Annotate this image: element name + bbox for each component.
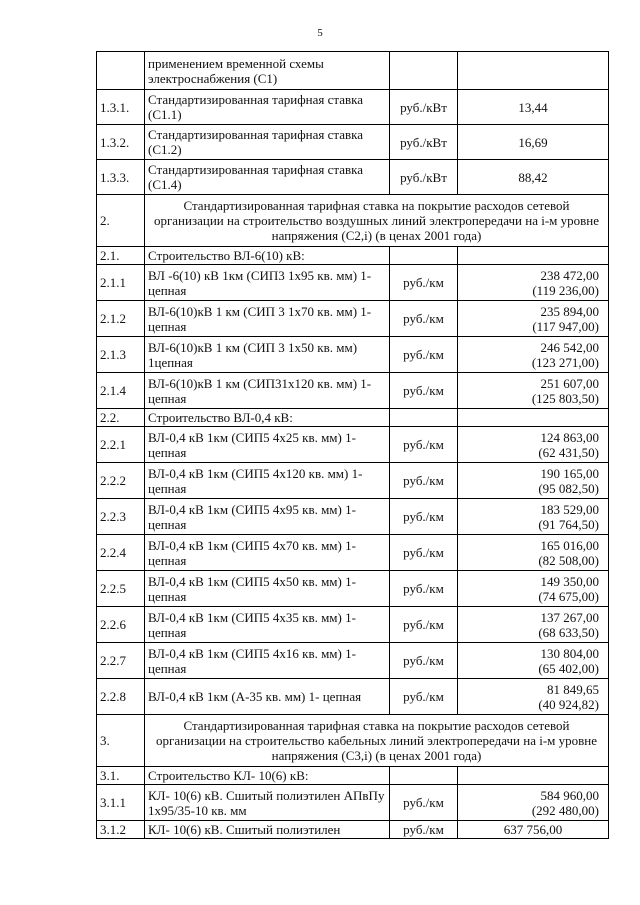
rate-value-cell (458, 427, 609, 463)
rate-value-secondary: (40 924,82) (538, 696, 599, 712)
item-description: ВЛ-0,4 кВ 1км (СИП5 4х95 кв. мм) 1- цепная (145, 499, 390, 535)
row-number: 3.1.1 (97, 785, 145, 821)
section-title: Стандартизированная тарифная ставка на покрытие расходов сетевой организации на строительство воздушных линий электропередачи на i-м уровне напряжения (С2,i) (в ценах 2001 года) (145, 195, 609, 247)
row-number: 2.2.7 (97, 643, 145, 679)
unit-cell: руб./км (390, 785, 458, 821)
row-number: 1.3.3. (97, 160, 145, 195)
rate-value-secondary: (292 480,00) (531, 802, 599, 818)
unit-cell (390, 767, 458, 785)
section-row (97, 195, 609, 247)
row-number: 2.2.8 (97, 679, 145, 715)
rate-value-secondary: (82 508,00) (538, 552, 599, 568)
rate-value-cell (458, 160, 609, 195)
section-row (97, 715, 609, 767)
table-row (97, 125, 609, 160)
rate-value-cell (458, 125, 609, 160)
item-description: ВЛ-0,4 кВ 1км (СИП5 4х16 кв. мм) 1- цепная (145, 643, 390, 679)
row-number: 3.1. (97, 767, 145, 785)
table-row (97, 427, 609, 463)
table-row (97, 767, 609, 785)
rate-value-secondary: (65 402,00) (538, 660, 599, 676)
rate-value-cell (458, 785, 609, 821)
rate-value: 183 529,00 (540, 501, 599, 517)
unit-cell (390, 52, 458, 90)
row-number: 2.1.2 (97, 301, 145, 337)
rate-value-cell (458, 571, 609, 607)
unit-cell (390, 247, 458, 265)
rate-value-secondary: (95 082,50) (538, 480, 599, 496)
rate-value: 246 542,00 (540, 339, 599, 355)
unit-cell: руб./км (390, 821, 458, 839)
row-number: 3. (97, 715, 145, 767)
rate-value: 13,44 (518, 99, 548, 115)
table-row (97, 643, 609, 679)
row-number: 2.2.4 (97, 535, 145, 571)
row-number: 2.2.1 (97, 427, 145, 463)
rate-value: 251 607,00 (540, 375, 599, 391)
table-row (97, 373, 609, 409)
rate-value: 16,69 (518, 134, 548, 150)
unit-cell: руб./км (390, 679, 458, 715)
row-number: 2.2.6 (97, 607, 145, 643)
row-number: 1.3.2. (97, 125, 145, 160)
item-description: ВЛ-6(10)кВ 1 км (СИП31х120 кв. мм) 1-цепная (145, 373, 390, 409)
unit-cell: руб./км (390, 499, 458, 535)
row-number: 2.2.2 (97, 463, 145, 499)
table-row (97, 821, 609, 839)
unit-cell: руб./кВт (390, 90, 458, 125)
item-description: ВЛ-6(10)кВ 1 км (СИП 3 1х50 кв. мм) 1цепная (145, 337, 390, 373)
rate-value-cell (458, 247, 609, 265)
rate-value: 81 849,65 (547, 681, 599, 697)
row-number: 2.1.3 (97, 337, 145, 373)
unit-cell: руб./км (390, 607, 458, 643)
rate-value-cell (458, 821, 609, 839)
table-row (97, 607, 609, 643)
table-row (97, 160, 609, 195)
rate-value-cell (458, 607, 609, 643)
rate-value-secondary: (62 431,50) (538, 444, 599, 460)
rate-value: 124 863,00 (540, 429, 599, 445)
item-description: Стандартизированная тарифная ставка (С1.1) (145, 90, 390, 125)
unit-cell: руб./км (390, 265, 458, 301)
item-description: ВЛ-6(10)кВ 1 км (СИП 3 1х70 кв. мм) 1-цепная (145, 301, 390, 337)
rate-value-cell (458, 90, 609, 125)
item-description: КЛ- 10(6) кВ. Сшитый полиэтилен АПвПу 1х95/35-10 кв. мм (145, 785, 390, 821)
item-description: ВЛ-0,4 кВ 1км (СИП5 4х25 кв. мм) 1- цепная (145, 427, 390, 463)
item-description: Стандартизированная тарифная ставка (С1.4) (145, 160, 390, 195)
rate-value: 165 016,00 (540, 537, 599, 553)
rate-value-secondary: (119 236,00) (532, 282, 599, 298)
page-number: 5 (317, 27, 323, 39)
rate-value-secondary: (117 947,00) (532, 318, 599, 334)
unit-cell: руб./км (390, 463, 458, 499)
item-description: Строительство ВЛ-6(10) кВ: (145, 247, 390, 265)
rate-value: 130 804,00 (540, 645, 599, 661)
table-row (97, 679, 609, 715)
item-description: ВЛ-0,4 кВ 1км (СИП5 4х50 кв. мм) 1- цепная (145, 571, 390, 607)
rate-value-cell (458, 409, 609, 427)
table-row (97, 90, 609, 125)
rate-value-cell (458, 265, 609, 301)
table-row (97, 499, 609, 535)
rate-value-cell (458, 679, 609, 715)
unit-cell: руб./км (390, 643, 458, 679)
row-number: 2.2.5 (97, 571, 145, 607)
row-number: 2. (97, 195, 145, 247)
unit-cell: руб./км (390, 337, 458, 373)
item-description: Стандартизированная тарифная ставка (С1.2) (145, 125, 390, 160)
table-row (97, 265, 609, 301)
item-description: ВЛ-0,4 кВ 1км (СИП5 4х120 кв. мм) 1- цепная (145, 463, 390, 499)
rate-value-cell (458, 643, 609, 679)
row-number: 2.1.4 (97, 373, 145, 409)
row-number: 2.1.1 (97, 265, 145, 301)
rate-value-cell (458, 337, 609, 373)
unit-cell: руб./км (390, 427, 458, 463)
rate-value-cell (458, 767, 609, 785)
table-row (97, 247, 609, 265)
rate-value-cell (458, 535, 609, 571)
unit-cell (390, 409, 458, 427)
rate-value-secondary: (123 271,00) (531, 354, 599, 370)
table-row (97, 337, 609, 373)
rate-value-secondary: (125 803,50) (531, 390, 599, 406)
table-row (97, 785, 609, 821)
rate-value: 235 894,00 (540, 303, 599, 319)
section-title: Стандартизированная тарифная ставка на покрытие расходов сетевой организации на строительство кабельных линий электропередачи на i-м уровне напряжения (С3,i) (в ценах 2001 года) (145, 715, 609, 767)
unit-cell: руб./км (390, 373, 458, 409)
table-row (97, 535, 609, 571)
rate-value-secondary: (91 764,50) (538, 516, 599, 532)
unit-cell: руб./кВт (390, 160, 458, 195)
table-row (97, 301, 609, 337)
item-description: Строительство КЛ- 10(6) кВ: (145, 767, 390, 785)
rate-value: 137 267,00 (540, 609, 599, 625)
rate-value: 88,42 (518, 169, 548, 185)
item-description: ВЛ-0,4 кВ 1км (А-35 кв. мм) 1- цепная (145, 679, 390, 715)
table-row (97, 463, 609, 499)
unit-cell: руб./км (390, 301, 458, 337)
item-description: ВЛ-0,4 кВ 1км (СИП5 4х35 кв. мм) 1- цепная (145, 607, 390, 643)
rate-value-cell (458, 463, 609, 499)
row-number: 2.2. (97, 409, 145, 427)
item-description: ВЛ-0,4 кВ 1км (СИП5 4х70 кв. мм) 1- цепная (145, 535, 390, 571)
table-row (97, 52, 609, 90)
unit-cell: руб./км (390, 571, 458, 607)
rate-value-cell (458, 52, 609, 90)
rate-value-cell (458, 373, 609, 409)
unit-cell: руб./км (390, 535, 458, 571)
row-number: 2.1. (97, 247, 145, 265)
rate-value-cell (458, 499, 609, 535)
item-description: ВЛ -6(10) кВ 1км (СИП3 1х95 кв. мм) 1-цепная (145, 265, 390, 301)
rate-value: 190 165,00 (540, 465, 599, 481)
rate-value: 238 472,00 (540, 267, 599, 283)
rate-value: 637 756,00 (503, 822, 563, 837)
rate-value-secondary: (68 633,50) (538, 624, 599, 640)
rate-value-secondary: (74 675,00) (538, 588, 599, 604)
tariff-table (96, 51, 609, 839)
rate-value: 149 350,00 (540, 573, 599, 589)
row-number: 1.3.1. (97, 90, 145, 125)
row-number (97, 52, 145, 90)
item-description: КЛ- 10(6) кВ. Сшитый полиэтилен (145, 821, 390, 839)
item-description: применением временной схемы электроснабжения (С1) (145, 52, 390, 90)
tariff-table-body (97, 52, 609, 839)
table-row (97, 409, 609, 427)
unit-cell: руб./кВт (390, 125, 458, 160)
table-row (97, 571, 609, 607)
row-number: 3.1.2 (97, 821, 145, 839)
row-number: 2.2.3 (97, 499, 145, 535)
rate-value: 584 960,00 (540, 787, 599, 803)
item-description: Строительство ВЛ-0,4 кВ: (145, 409, 390, 427)
rate-value-cell (458, 301, 609, 337)
